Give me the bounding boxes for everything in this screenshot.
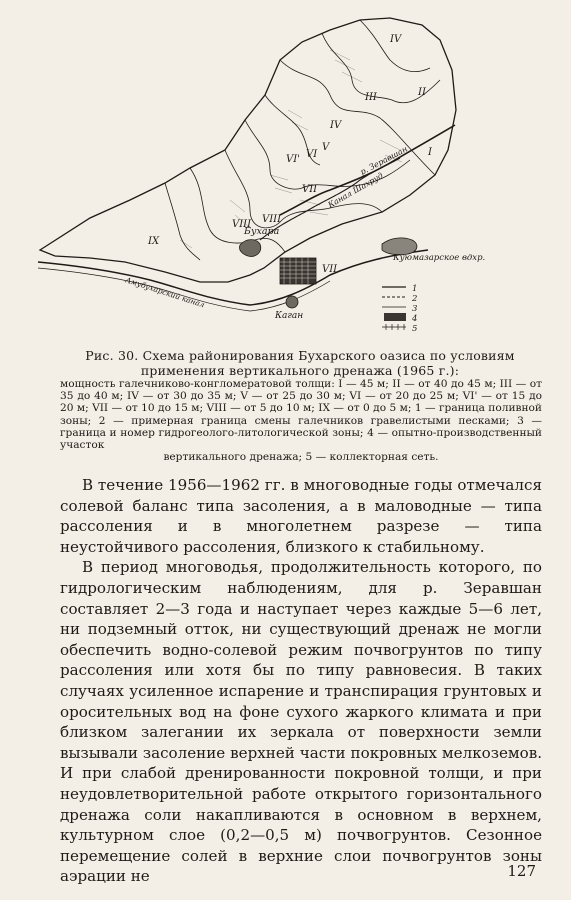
- zone-label-VI: VI: [306, 149, 318, 160]
- zone-label-IX: IX: [148, 236, 160, 247]
- legend-1: 1: [412, 284, 418, 294]
- figure-legend-last-line: вертикального дренажа; 5 — коллекторная сеть.: [163, 451, 439, 464]
- kuyu-mazar-label: Куюмазарское вдхр.: [393, 253, 486, 263]
- zone-label-III: III: [365, 92, 377, 103]
- bukhara-label: Бухара: [244, 226, 280, 237]
- kagan-label: Каган: [275, 311, 304, 321]
- zone-label-VI-prime: VI': [286, 154, 300, 165]
- legend-4: 4: [412, 314, 418, 324]
- page-number: 127: [507, 862, 536, 880]
- legend-3: 3: [412, 304, 418, 314]
- zone-label-I: I: [428, 147, 432, 158]
- map-legend: [382, 284, 417, 334]
- zone-label-VIII: VIII: [262, 214, 282, 225]
- zeravshan-label: р. Зеравшан: [358, 144, 409, 177]
- amu-bukhara-label: Амубухарский канал: [124, 275, 206, 310]
- bukhara-city: [239, 240, 260, 257]
- shahrud-label: Канал Шахруд: [326, 170, 385, 210]
- zone-label-IV: IV: [330, 120, 342, 131]
- experimental-plot: [280, 258, 316, 284]
- main-text: [60, 475, 542, 887]
- figure-legend-text: мощность галечниково-конгломератовой толщи: I — 45 м; II — от 40 до 45 м; III — от 35 до 40 м; IV — от 30 до 35 м; V — от 25 до 30 м; VI — от 20 до 25 м; VI' — от 15 до 20 м; VII — от 10 до 15 м; VIII — от 5 до 10 м; IX — от 0 до 5 м; 1 — граница поливной зоны; 2 — примерная граница смены галечников гравелистыми песками; 3 — граница и номер гидрогеолого-литологической зоны; 4 — опытно-производственный участок: [60, 378, 542, 452]
- paragraph: В период многоводья, продолжительность которого, по гидрологическим наблюдениям, для р. Зеравшан составляет 2—3 года и наступает через каждые 5—6 лет, ни подземный отток, ни существующий дренаж не могли обеспечить водно-солевой режим почвогрунтов по типу рассоления или хотя бы по типу равновесия. В таких случаях усиленное испарение и транспирация грунтовых и оросительных вод на фоне сухого жаркого климата и при близком залегании их зеркала от поверхности земли вызывали засоление верхней части покровных мелкоземов. И при слабой дренированности покровной толщи, и при неудовлетворительной работе открытого горизонтального дренажа соли накапливаются в основном в верхнем, культурном слое (0,2—0,5 м) почвогрунтов. Сезонное перемещение солей в верхние слои почвогрунтов зоны аэрации не: [60, 558, 542, 886]
- oasis-zoning-map: [30, 0, 486, 345]
- zone-label-VIII-west: VIII: [232, 219, 252, 230]
- legend-2: 2: [412, 294, 418, 304]
- paragraph: В течение 1956—1962 гг. в многоводные годы отмечался солевой баланс типа засоления, а в маловодные — типа рассоления и в многолетнем разрезе — типа неустойчивого рассоления, близкого к стабильному.: [60, 476, 542, 556]
- legend-5: 5: [412, 324, 418, 334]
- zone-label-II: II: [418, 87, 426, 98]
- zone-label-VII: VII: [302, 184, 318, 195]
- kagan-city: [286, 296, 298, 308]
- figure-caption-body: [60, 378, 542, 463]
- zone-hatching: [180, 50, 402, 248]
- zone-boundaries: [165, 20, 440, 260]
- figure-caption-title: Рис. 30. Схема районирования Бухарского оазиса по условиям применения вертикального дренажа (1965 г.):: [85, 348, 515, 378]
- zone-label-IV-north: IV: [390, 34, 402, 45]
- zone-label-V: V: [322, 142, 330, 153]
- zone-label-VII-south: VII: [322, 264, 338, 275]
